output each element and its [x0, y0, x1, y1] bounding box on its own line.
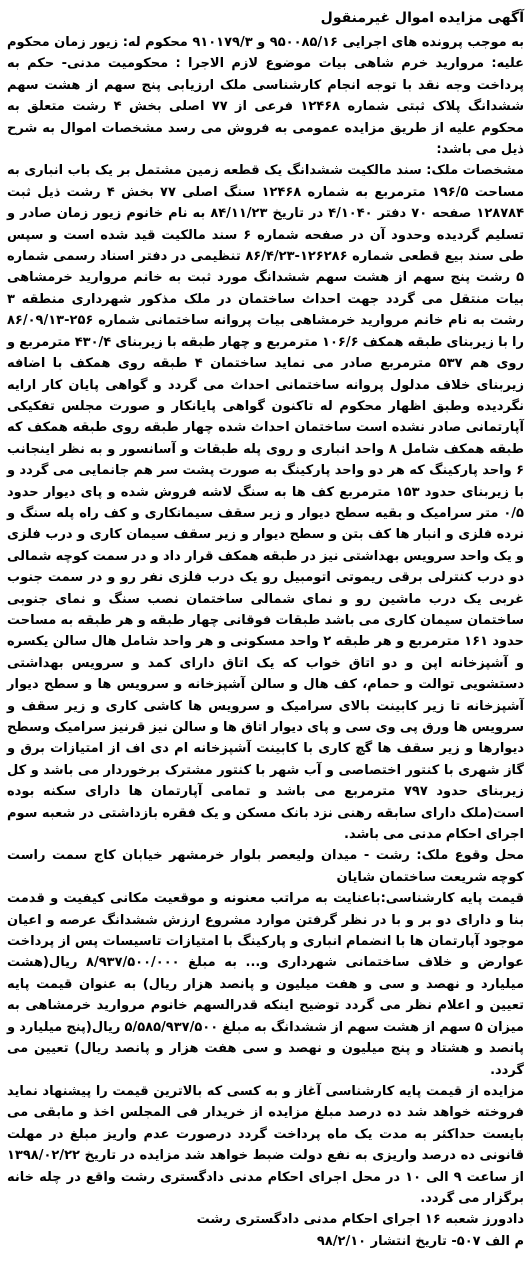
issuing-office: دادورز شعبه ۱۶ اجرای احکام مدنی دادگستری رشت — [196, 1212, 524, 1228]
base-price-paragraph: قیمت پایه کارشناسی:باعنایت به مراتب معنونه و موقعیت مکانی کیفیت و قدمت بنا و دارای دو بر و با در نظر گرفتن موارد مشروع ارزش ششدانگ عرصه و اعیان موجود آپارتمان ها با انضمام انباری و پارکینگ با امتیازات تاسیسات پس از پرداخت عوارض و خلاف ساختمانی شهرداری و... به مبلغ ۸/۹۳۷/۵۰۰/۰۰۰ ریال(هشت میلیارد و نهصد و سی و هفت میلیون و پانصد هزار ریال) به عنوان قیمت پایه تعیین و اعلام نظر می گردد توضیح اینکه قدرالسهم خانوم مروارید خرمشاهی به میزان ۵ سهم از هشت سهم از ششدانگ به مبلغ ۵/۵۸۵/۹۳۷/۵۰۰ ریال(پنج میلیارد و پانصد و هشتاد و پنج میلیون و نهصد و سی هفت هزار و پانصد ریال) تعیین می گردد. — [7, 891, 524, 1078]
auction-terms-paragraph: مزایده از قیمت پایه کارشناسی آغاز و به کسی که بالاترین قیمت را پیشنهاد نماید فروخته خواهد شد ده درصد مبلغ مزایده از خریدار فی المجلس اخذ و مابقی می بایست حداکثر به مدت یک ماه پرداخت گردد درصورت عدم واریز مبلغ در مهلت قانونی ده درصد واریزی به نفع دولت ضبط خواهد شد مزایده در تاریخ ۱۳۹۸/۰۲/۲۲ از ساعت ۹ الی ۱۰ در محل اجرای احکام مدنی دادگستری رشت واقع در چله خانه برگزار می گردد. — [7, 1083, 524, 1206]
case-intro-paragraph: به موجب پرونده های اجرایی ۹۵۰۰۸۵/۱۶ و ۹۱۰۱۷۹/۳ محکوم له: زیور زمان محکوم علیه: مروارید خرم شاهی بیات موضوع لازم الاجرا : محکومیت مدنی- حکم به پرداخت وجه نقد با توجه انجام کارشناسی ملک ارزیابی پنج سهم از هشت سهم ششدانگ پلاک ثبتی شماره ۱۲۴۶۸ فرعی از ۷۷ اصلی بخش ۴ رشت متعلق به محکوم علیه از طریق مزایده عمومی به فروش می رسد مشخصات اموال به شرح ذیل می باشد: — [7, 35, 524, 158]
notice-title: آگهی مزایده اموال غیرمنقول — [320, 10, 524, 26]
property-location-paragraph: محل وقوع ملک: رشت - میدان ولیعصر بلوار خرمشهر خیابان کاج سمت راست کوچه شریعت ساختمان شایان — [7, 848, 524, 885]
publication-reference: م الف ۵۰۷- تاریخ انتشار ۹۸/۲/۱۰ — [316, 1233, 524, 1249]
property-specs-paragraph: مشخصات ملک: سند مالکیت ششدانگ یک قطعه زمین مشتمل بر یک باب انباری به مساحت ۱۹۶/۵ مترمربع به شماره ۱۲۴۶۸ سنگ اصلی ۷۷ بخش ۴ رشت ذیل ثبت ۱۲۸۷۸۴ صفحه ۷۰ دفتر ۴/۱۰۴۰ در تاریخ ۸۴/۱۱/۲۳ به نام خانوم زیور زمان صادر و تسلیم گردیده وحدود آن در صفحه شماره ۶ سند مالکیت قید شده است و سپس طی سند بیع قطعی شماره ۱۲۶۲۸۶-۸۶/۴/۲۳ تنظیمی در دفتر اسناد رسمی شماره ۵ رشت پنج سهم از هشت سهم ششدانگ مورد ثبت به خانم مروارید خرمشاهی بیات منتقل می گردد جهت احداث ساختمان در ملک مذکور شهرداری منطقه ۳ رشت به نام خانم مروارید خرمشاهی بیات پروانه ساختمانی شماره ۲۵۶-۸۶/۰۹/۱۳ را با زیربنای طبقه همکف ۱۰۶/۶ مترمربع و چهار طبقه با زیربنای ۴۳۰/۴ مترمربع و روی هم ۵۳۷ مترمربع صادر می نماید ساختمان ۴ طبقه روی همکف با اضافه زیربنای خلاف مدلول پروانه ساختمانی احداث می گردد و گواهی پایان کار ارایه نگردیده وطبق اظهار محکوم له تاکنون گواهی پایانکار و صورت مجلس تفکیکی آپارتمانی صادر نشده است ساختمان احداث شده چهار طبقه روی طبقه همکف که طبقه همکف شامل ۸ واحد انباری و روی پله طبقات و آسانسور و به نظر اینجانب ۶ واحد پارکینگ که هر دو واحد پارکینگ به صورت پشت سر هم جانمایی می گردد و با زیربنای حدود ۱۵۳ مترمربع کف ها به سنگ لاشه فروش شده و پای دیوار حدود ۰/۵ متر سرامیک و بقیه سطح دیوار و زیر سقف سیمانکاری و کف راه پله سنگ و نرده فلزی و انبار ها کف بتن و سطح دیوار و زیر سقف سیمان کاری و درب فلزی و یک واحد سرویس بهداشتی نیز در طبقه همکف قرار داد و در سمت کوچه شمالی دو درب کنترلی برقی ریموتی اتومبیل رو یک درب فلزی نفر رو و در سمت جنوب غربی یک درب ماشین رو و نمای شمالی ساختمان نصب سنگ و نمای جنوبی ساختمان سیمان کاری می باشد طبقات فوقانی چهار طبقه و هر طبقه به مساحت حدود ۱۶۱ مترمربع و هر طبقه ۲ واحد مسکونی و هر واحد شامل هال سالن یکسره و آشپزخانه اپن و دو اتاق خواب که یک اتاق دارای کمد و سرویس بهداشتی دستشویی توالت و حمام، کف هال و سالن آشپزخانه و سرویس ها و سطح دیوار آشپزخانه تا زیر کابینت بالای سرامیک و سرویس ها کاشی کاری و زیر سقف و سرویس ها ورق پی وی سی و پای دیوار اتاق ها و سالن نیز قرنیز سرامیک وسطح دیوارها و زیر سقف ها گچ کاری با کابینت آشپزخانه ام دی اف از امتیازات برق و گاز شهری با کنتور اختصاصی و آب شهر با کنتور مشترک برخوردار می باشد و کل زیربنای حدود ۷۹۷ مترمربع می باشد و تمامی آپارتمان ها دارای سکنه بوده است(ملک دارای سابقه رهنی نزد بانک مسکن و یک فقره بازداشتی در شعبه سوم اجرای احکام مدنی می باشد. — [7, 163, 525, 843]
